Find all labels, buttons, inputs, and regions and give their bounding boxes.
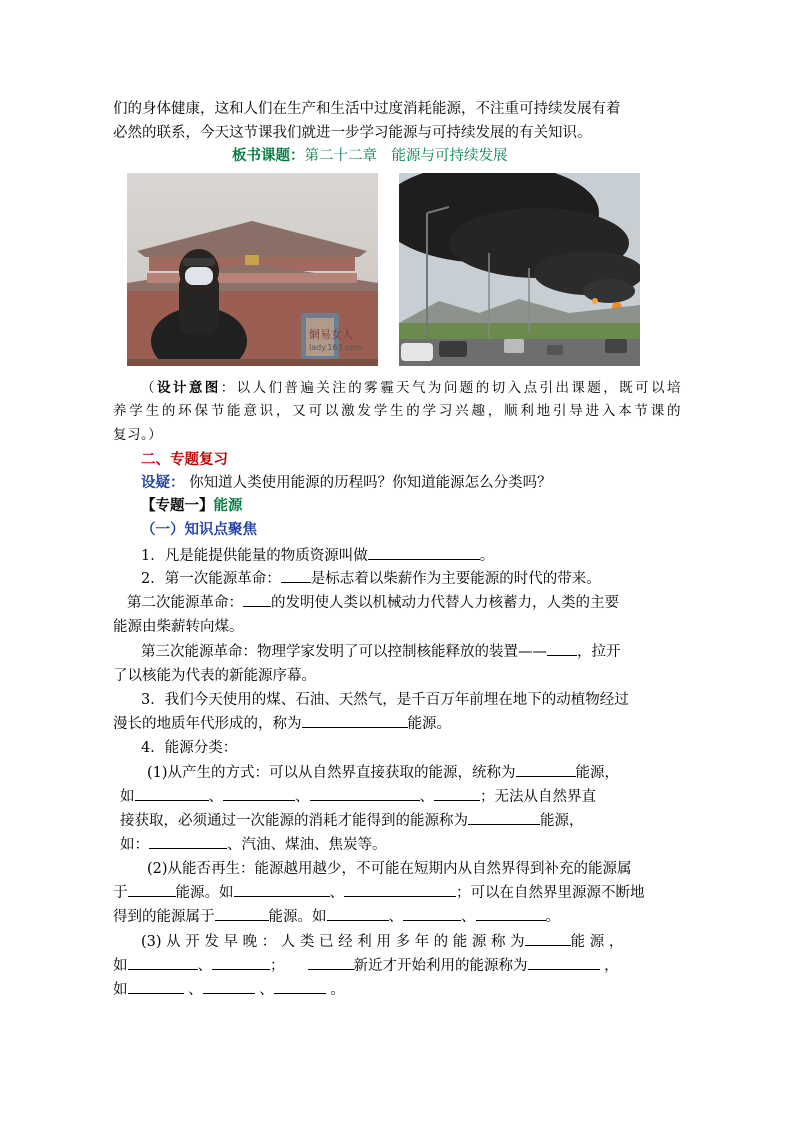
design-open-paren: （ — [141, 380, 157, 396]
item-2b-rest: 的发明使人类以机械动力代替人力核蓄力，人类的主要 — [271, 595, 619, 611]
fill-blank[interactable] — [149, 834, 227, 849]
text-yu: 于 — [113, 885, 128, 901]
design-line-3: 复习。） — [113, 427, 163, 443]
item-1 — [141, 545, 709, 567]
smog-photo-left — [127, 173, 378, 366]
fill-blank[interactable] — [302, 713, 408, 728]
item-2b-text: 第二次能源革命： — [127, 595, 243, 611]
class-1-text: (1)从产生的方式：可以从自然界直接获取的能源，统称为 — [147, 765, 516, 781]
sep: 、 — [188, 982, 203, 998]
fill-blank[interactable] — [128, 979, 184, 994]
item-4: 4．能源分类： — [141, 740, 238, 756]
design-text-1: ：以人们普遍关注的雾霾天气为问题的切入点引出课题，既可以培 — [220, 380, 682, 396]
item-1-end: 。 — [479, 548, 495, 564]
fill-blank[interactable] — [344, 882, 456, 897]
fill-blank[interactable] — [310, 786, 420, 801]
board-label: 板书课题： — [232, 147, 305, 164]
question-label: 设疑： — [141, 474, 185, 491]
sep: 、 — [197, 958, 212, 974]
fill-blank[interactable] — [476, 906, 546, 921]
class-1-line-2 — [120, 786, 688, 808]
item-2b-line-2: 能源由柴薪转向煤。 — [113, 619, 244, 635]
text-ru: 如 — [113, 982, 128, 998]
class-1-end-2: 能源， — [540, 813, 584, 829]
fill-blank[interactable] — [128, 955, 198, 970]
fill-blank[interactable] — [516, 762, 576, 777]
sep: 、 — [419, 789, 434, 805]
sep: 、 — [208, 789, 223, 805]
item-3: 3．我们今天使用的煤、石油、天然气，是千百万年前埋在地下的动植物经过 — [141, 692, 629, 708]
section-title: 二、专题复习 — [141, 451, 228, 468]
smoke-highway-illustration — [399, 173, 640, 366]
class-3 — [141, 931, 709, 953]
fill-blank[interactable] — [528, 955, 600, 970]
sep: ； — [270, 958, 285, 974]
fill-blank[interactable] — [128, 882, 176, 897]
fill-blank[interactable] — [281, 568, 311, 583]
item-2c-text: 第三次能源革命：物理学家发明了可以控制核能释放的装置—— — [141, 644, 547, 660]
fill-blank[interactable] — [525, 931, 571, 946]
sep: 、 — [329, 885, 344, 901]
class-2-line-2 — [113, 882, 681, 904]
fill-blank[interactable] — [234, 882, 330, 897]
class-2-text-2: 能源。如 — [268, 909, 327, 925]
fill-blank[interactable] — [135, 786, 209, 801]
class-1-line-4 — [120, 834, 688, 856]
smoke-photo-right — [399, 173, 640, 366]
topic-heading — [141, 495, 709, 517]
class-1-examples: 、汽油、煤油、焦炭等。 — [227, 837, 387, 853]
item-2c-end: ，拉开 — [577, 644, 621, 660]
design-label: 设计意图 — [156, 380, 221, 396]
item-3-text: 漫长的地质年代形成的，称为 — [113, 716, 302, 732]
fill-blank[interactable] — [212, 955, 270, 970]
class-1-end: 能源， — [575, 765, 620, 781]
fill-blank[interactable] — [274, 979, 326, 994]
item-2 — [141, 568, 709, 590]
topic-title: 能源 — [213, 497, 243, 514]
class-2-end: 。 — [545, 909, 560, 925]
class-1-rest: ；无法从自然界直 — [480, 789, 596, 805]
subsection-title: （一）知识点聚焦 — [141, 521, 257, 538]
class-2-renewable-text: 得到的能源属于 — [113, 909, 215, 925]
item-1-text: 1．凡是能提供能量的物质资源叫做 — [141, 548, 368, 564]
sep: 、 — [295, 789, 310, 805]
fill-blank[interactable] — [368, 545, 480, 560]
class-3-line-2 — [113, 955, 681, 977]
class-1 — [147, 762, 715, 784]
item-3-end: 能源。 — [407, 716, 451, 732]
class-3-text: (3) 从 开 发 早 晚 ： 人 类 已 经 利 用 多 年 的 能 源 称 为 — [141, 934, 525, 950]
intro-line-1: 们的身体健康，这和人们在生产和生活中过度消耗能源，不注重可持续发展有着 — [113, 101, 621, 117]
sep: 、 — [388, 909, 403, 925]
text-ru: 如： — [120, 837, 149, 853]
fill-blank[interactable] — [468, 810, 540, 825]
item-2-end: 是标志着以柴薪作为主要能源的时代的带来。 — [310, 571, 601, 587]
fill-blank[interactable] — [327, 906, 389, 921]
item-2-text: 2．第一次能源革命： — [141, 571, 281, 587]
fill-blank[interactable] — [243, 592, 271, 607]
fill-blank[interactable] — [223, 786, 295, 801]
sep: 、 — [259, 982, 274, 998]
class-2-line-3 — [113, 906, 681, 928]
class-3-end: 能 源 ， — [570, 934, 624, 950]
question-line — [141, 472, 709, 494]
class-3-line-3 — [113, 979, 681, 1001]
item-2c-line-2: 了以核能为代表的新能源序幕。 — [113, 668, 316, 684]
item-2c — [141, 641, 681, 663]
text-ru: 如 — [113, 958, 128, 974]
item-3-line-2 — [113, 713, 681, 735]
class-3-end-2: 。 — [330, 982, 345, 998]
fill-blank[interactable] — [403, 906, 461, 921]
sep: ， — [604, 958, 619, 974]
question-text: 你知道人类使用能源的历程吗？你知道能源怎么分类吗？ — [189, 475, 552, 491]
board-title — [232, 145, 794, 167]
class-2: (2)从能否再生：能源越用越少，不可能在短期内从自然界得到补充的能源属 — [147, 861, 632, 877]
class-1-secondary-text: 接获取，必须通过一次能源的消耗才能得到的能源称为 — [120, 813, 468, 829]
intro-line-2: 必然的联系，今天这节课我们就进一步学习能源与可持续发展的有关知识。 — [113, 125, 592, 141]
topic-bracket: 【专题一】 — [141, 497, 214, 514]
class-2-text: 能源。如 — [175, 885, 234, 901]
board-text: 第二十二章 能源与可持续发展 — [304, 148, 508, 164]
design-line-1 — [141, 377, 681, 399]
design-line-2: 养学生的环保节能意识，又可以激发学生的学习兴趣，顺利地引导进入本节课的 — [113, 403, 681, 419]
fill-blank[interactable] — [203, 979, 255, 994]
item-2b — [127, 592, 681, 614]
class-1-line-3 — [120, 810, 688, 832]
sep: 、 — [461, 909, 476, 925]
fill-blank[interactable] — [547, 641, 577, 656]
fill-blank[interactable] — [215, 906, 269, 921]
class-3-new-text: 新近才开始利用的能源称为 — [353, 958, 528, 974]
fill-blank[interactable] — [434, 786, 480, 801]
fill-blank[interactable] — [308, 955, 354, 970]
watermark-text: 網易女人 — [309, 328, 353, 341]
class-2-rest: ；可以在自然界里源源不断地 — [456, 885, 645, 901]
text-ru: 如 — [120, 789, 135, 805]
watermark-url: lady.163.com — [309, 343, 363, 352]
